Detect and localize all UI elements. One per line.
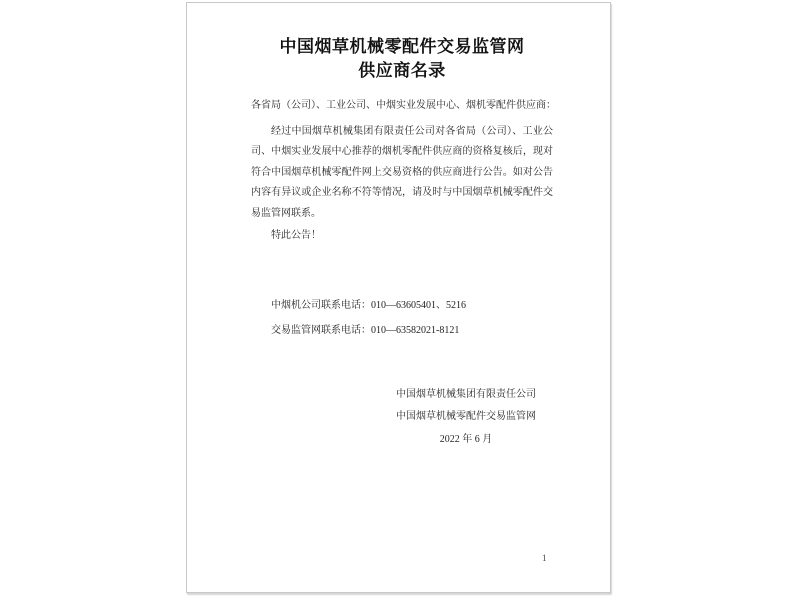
signature-org-1: 中国烟草机械集团有限责任公司 — [396, 388, 536, 400]
contact-phone-cytm: 中烟机公司联系电话：010—63605401、5216 — [271, 299, 466, 311]
contact-phone-network: 交易监管网联系电话：010—63582021-8121 — [271, 324, 460, 336]
page-number: 1 — [542, 553, 547, 563]
document-page — [186, 2, 611, 593]
title-line-2: 供应商名录 — [358, 61, 446, 80]
body-paragraph: 经过中国烟草机械集团有限责任公司对各省局（公司）、工业公司、中烟实业发展中心推荐的烟机零配件供应商的资格复核后，现对符合中国烟草机械零配件网上交易资格的供应商进行公告。如对公告内容有异议或企业名称不符等情况，请及时与中国烟草机械零配件交易监管网联系。 — [251, 125, 553, 219]
signature-date: 2022 年 6 月 — [439, 433, 493, 445]
salutation-line: 各省局（公司）、工业公司、中烟实业发展中心、烟机零配件供应商： — [251, 100, 556, 111]
closing-line: 特此公告！ — [271, 230, 321, 241]
title-line-1: 中国烟草机械零配件交易监管网 — [279, 37, 525, 56]
signature-org-2: 中国烟草机械零配件交易监管网 — [396, 411, 536, 422]
contact-block — [251, 293, 553, 343]
signature-block — [395, 384, 537, 452]
document-title — [251, 35, 553, 83]
document-content — [187, 35, 610, 451]
